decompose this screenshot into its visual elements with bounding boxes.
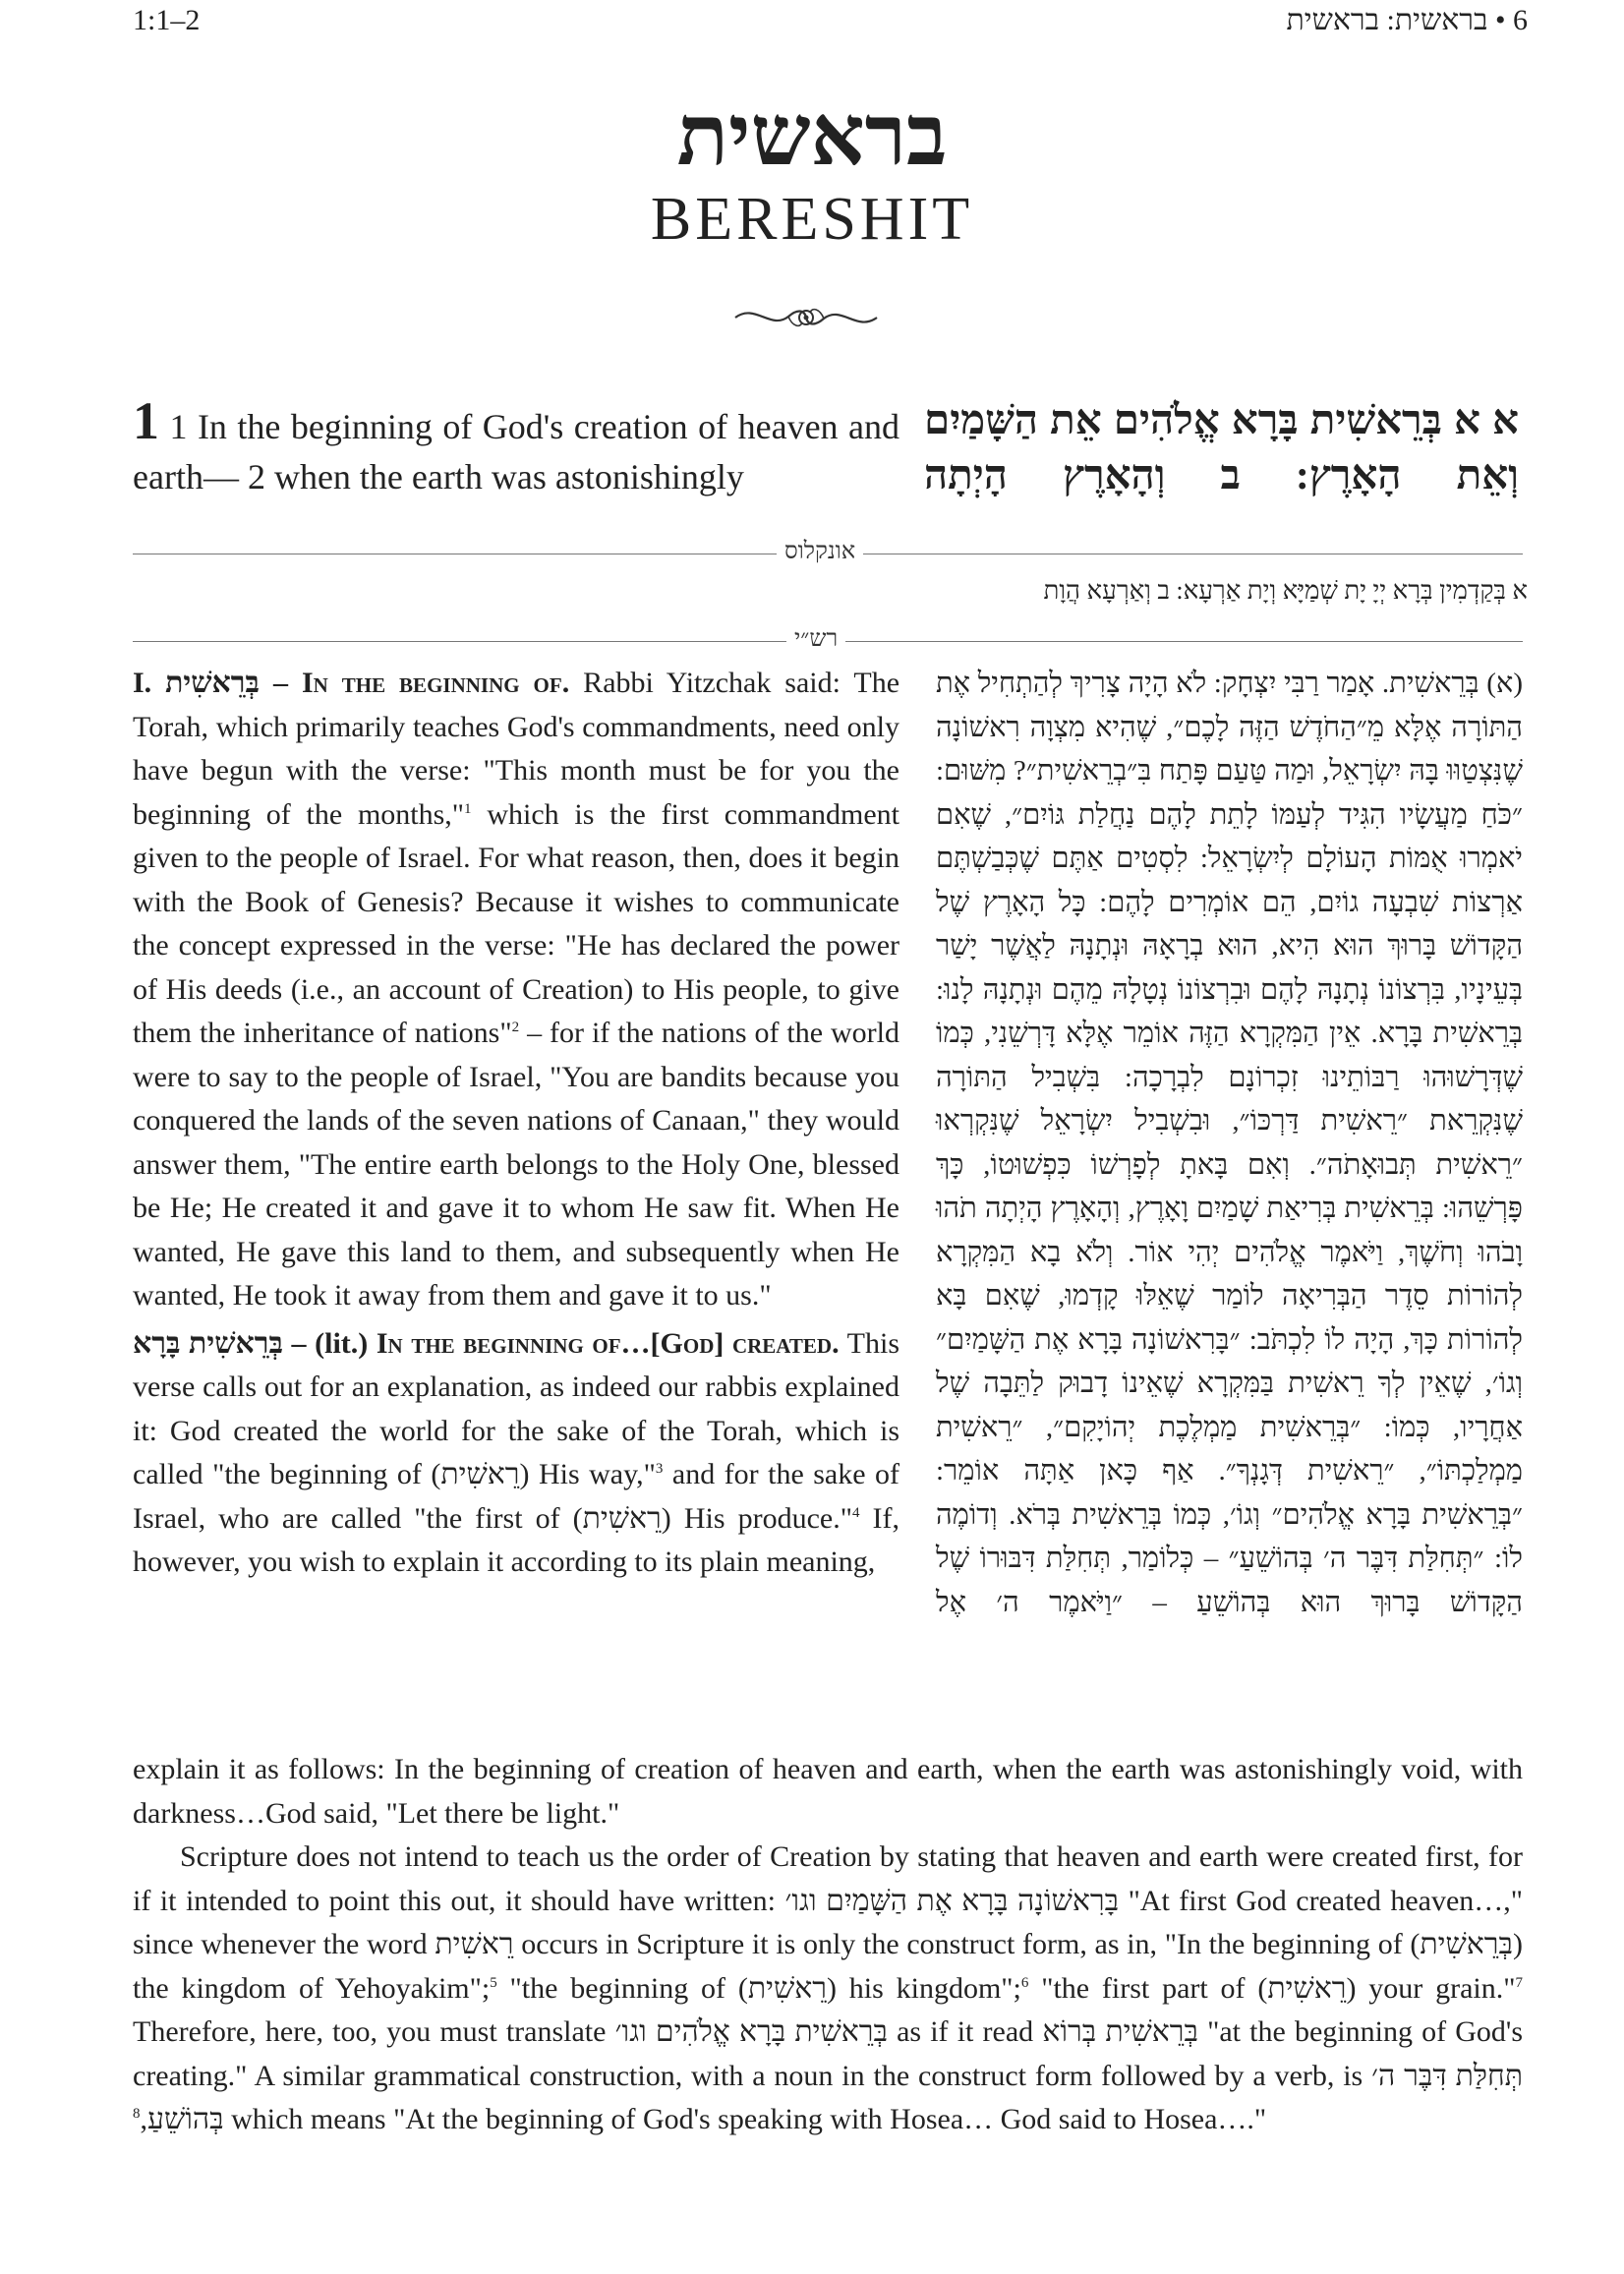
rashi-heading-word: I. בְּרֵאשִׁית – [133,667,302,699]
rashi-text: If, however, you wish to explain it according to its plain meaning, [133,1501,899,1578]
rashi-heading-translation: In the beginning of…[God] created. [376,1326,840,1360]
verse-english [133,391,899,502]
rashi-text: "the beginning of (רֵאשִׁית) his kingdom"; [496,1971,1021,2005]
rashi-text: and for the sake of Israel, who are called "the first of (רֵאשִׁית) His produce." [133,1458,899,1535]
rashi-label: רש״י [786,626,845,653]
rashi-english-paragraph [133,662,899,1318]
running-header: 6 • בראשית: בראשית [1286,4,1528,36]
footnote-ref[interactable]: 7 [1515,1974,1523,1991]
footnote-ref[interactable]: 3 [655,1461,664,1477]
footnote-ref[interactable]: 4 [851,1504,860,1521]
rashi-full-width [133,1748,1523,2142]
rashi-text: Scripture does not intend to teach us the order of Creation by stating that heaven and earth were created first, for if it intended to point this out, it should have written: בָּרִאשׁוֹנָה בָּרָא אֶת הַשָּׁמַיִם וגו׳ "At first God created heaven…," since whenever the word רֵאשִׁית occurs in Scripture it is only the construct form, as in, "In the beginning of (בְּרֵאשִׁית) the kingdom of Yehoyakim"; [133,1840,1524,2005]
rashi-text: This verse calls out for an explanation, as indeed our rabbis explained it: God created the world for the sake of the Torah, which is called "the beginning of (רֵאשִׁית) His way," [133,1326,899,1490]
verse-english-text: 1 In the beginning of God's creation of heaven and earth— 2 when the earth was astonishingly [133,407,899,496]
rashi-text: Therefore, here, too, you must translate בְּרֵאשִׁית בָּרָא אֱלֹהִים וגו׳ as if it read בְּרֵאשִׁית בְּרוֹא "at the beginning of God's creating." A similar grammatical construction, with a noun in the construct form followed by a verb, is תְּחִלַּת דִּבֶּר ה׳ בְּהוֹשֵׁעַ, [133,2015,1524,2135]
ornament-flourish-icon [727,295,885,340]
rashi-heading-word: בְּרֵאשִׁית בָּרָא – (lit.) [133,1326,377,1360]
chapter-number: 1 [133,391,159,450]
rashi-continuation: explain it as follows: In the beginning of creation of heaven and earth, when the earth was astonishingly void, with darkness…God said, "Let there be light." [133,1753,1523,1830]
onkelos-label: אונקלוס [777,539,863,565]
rashi-text: which is the first commandment given to the people of Israel. For what reason, then, does it begin with the Book of Genesis? Because it wishes to communicate the concept expressed in the verse: "He has declared the power of His deeds (i.e., an account of Creation) to His people, to give them the inheritance of nations" [133,797,900,1049]
footnote-ref[interactable]: 6 [1020,1974,1029,1991]
rashi-heading-translation: In the beginning of. [301,667,570,699]
rashi-text: "the first part of (רֵאשִׁית) your grain." [1028,1971,1516,2005]
verse-hebrew: א א בְּרֵאשִׁית בָּרָא אֱלֹהִים אֵת הַשָּׁמַיִם וְאֵת הָאָרֶץ: ב וְהָאָרֶץ הָיְתָה [924,398,1519,498]
page-range-header: 1:1–2 [133,4,201,36]
rashi-text: which means "At the beginning of God's speaking with Hosea… God said to Hosea…." [223,2103,1267,2135]
onkelos-text: א בְּקַדְמִין בְּרָא יְיָ יָת שְׁמַיָּא וְיָת אַרְעָא: ב וְאַרְעָא הֲוָת [1043,576,1528,605]
rashi-paragraph [133,1836,1523,2142]
footnote-ref[interactable]: 1 [464,800,472,817]
footnote-ref[interactable]: 8 [133,2106,141,2122]
rashi-hebrew-column: (א) בְּרֵאשִׁית. אָמַר רַבִּי יִצְחָק: לֹא הָיָה צָרִיךְ לְהַתְחִיל אֶת הַתּוֹרָה אֶלָּא מֵ״הַחֹדֶשׁ הַזֶּה לָכֶם״, שֶׁהִיא מִצְוָה רִאשׁוֹנָה שֶׁנִּצְטַוּוּ בָּהּ יִשְׂרָאֵל, וּמַה טַּעַם פָּתַח בִּ״בְרֵאשִׁית״? מִשּׁוּם: ״כֹּחַ מַעֲשָׂיו הִגִּיד לְעַמּוֹ לָתֵת לָהֶם נַחֲלַת גּוֹיִם״, שֶׁאִם יֹאמְרוּ אֻמּוֹת הָעוֹלָם לְיִשְׂרָאֵל: לִסְטִים אַתֶּם שֶׁכְּבַשְׁתֶּם אַרְצוֹת שִׁבְעָה גוֹיִם, הֵם אוֹמְרִים לָהֶם: כָּל הָאָרֶץ שֶׁל הַקָּדוֹשׁ בָּרוּךְ הוּא הִיא, הוּא בְרָאָהּ וּנְתָנָהּ לַאֲשֶׁר יָשַׁר בְּעֵינָיו, בִּרְצוֹנוֹ נְתָנָהּ לָהֶם וּבִרְצוֹנוֹ נְטָלָהּ מֵהֶם וּנְתָנָהּ לָנוּ: בְּרֵאשִׁית בָּרָא. אֵין הַמִּקְרָא הַזֶּה אוֹמֵר אֶלָּא דָּרְשֵׁנִי, כְּמוֹ שֶׁדְּרָשׁוּהוּ רַבּוֹתֵינוּ זִכְרוֹנָם לִבְרָכָה: בִּשְׁבִיל הַתּוֹרָה שֶׁנִּקְרֵאת ״רֵאשִׁית דַּרְכּוֹ״, וּבִשְׁבִיל יִשְׂרָאֵל שֶׁנִּקְרְאוּ ״רֵאשִׁית תְּבוּאָתֹה״. וְאִם בָּאתָ לְפָרְשׁוֹ כִּפְשׁוּטוֹ, כָּךְ פָּרְשֵׁהוּ: בְּרֵאשִׁית בְּרִיאַת שָׁמַיִם וָאָרֶץ, וְהָאָרֶץ הָיְתָה תֹהוּ וָבֹהוּ וְחֹשֶׁךְ, וַיֹּאמֶר אֱלֹהִים יְהִי אוֹר. וְלֹא בָא הַמִּקְרָא לְהוֹרוֹת סֵדֶר הַבְּרִיאָה לוֹמַר שֶׁאֵלּוּ קָדְמוּ, שֶׁאִם בָּא לְהוֹרוֹת כָּךְ, הָיָה לוֹ לִכְתֹּב: ״בָּרִאשׁוֹנָה בָּרָא אֶת הַשָּׁמַיִם״ וְגוֹ׳, שֶׁאֵין לְךָ רֵאשִׁית בַּמִּקְרָא שֶׁאֵינוֹ דָבוּק לַתֵּבָה שֶׁל אַחֲרָיו, כְּמוֹ: ״בְּרֵאשִׁית מַמְלֶכֶת יְהוֹיָקִם״, ״רֵאשִׁית מַמְלַכְתּוֹ״, ״רֵאשִׁית דְּגָנְךָ״. אַף כָּאן אַתָּה אוֹמֵר: ״בְּרֵאשִׁית בָּרָא אֱלֹהִים״ וְגוֹ׳, כְּמוֹ בְּרֵאשִׁית בְּרֹא. וְדוֹמֶה לוֹ: ״תְּחִלַּת דִּבֶּר ה׳ בְּהוֹשֵׁעַ״ – כְּלוֹמַר, תְּחִלַּת דִּבּוּרוֹ שֶׁל הַקָּדוֹשׁ בָּרוּךְ הוּא בְּהוֹשֵׁעַ – ״וַיֹּאמֶר ה׳ אֶל [936,668,1523,1618]
footnote-ref[interactable]: 2 [511,1020,520,1035]
rashi-english-paragraph [133,1322,899,1585]
footnote-ref[interactable]: 5 [490,1974,497,1991]
rashi-text: – for if the nations of the world were to say to the people of Israel, "You are bandits because you conquered the lands of the seven nations of Canaan," they would answer them, "The entire earth belongs to the Holy One, blessed be He; He created it and gave it to whom He saw fit. When He wanted, He gave this land to them, and subsequently when He wanted, He took it away from them and gave it to us." [133,1017,899,1312]
hebrew-title: בראשית [676,88,948,183]
rashi-text: Rabbi Yitzchak said: The Torah, which primarily teaches God's commandments, need only have begun with the verse: "This month must be for you the beginning of the months," [133,667,900,831]
english-title: BERESHIT [650,186,974,253]
rashi-english-column [133,662,899,1585]
